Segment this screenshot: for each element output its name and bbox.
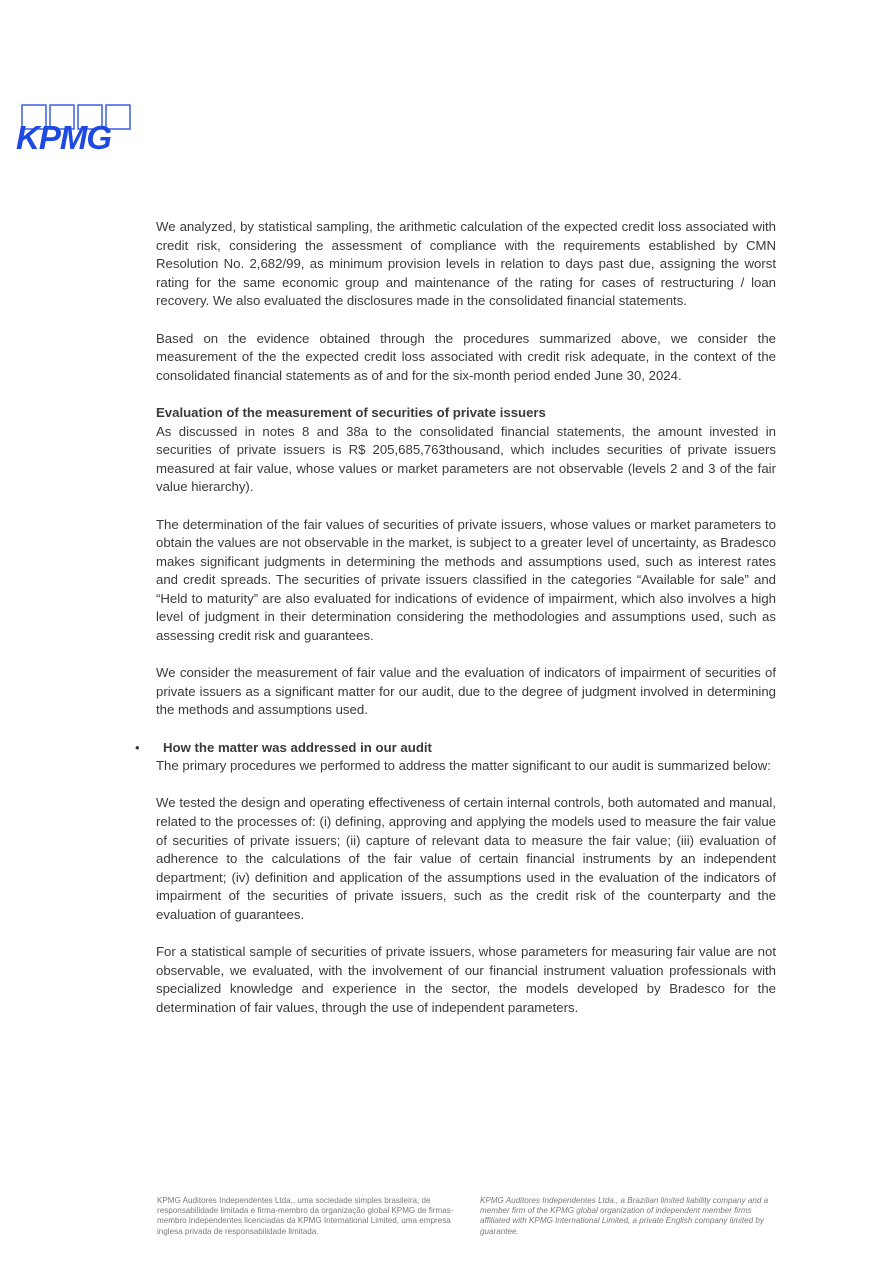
bullet-heading-row xyxy=(135,739,776,758)
paragraph-statistical-sample: For a statistical sample of securities of private issuers, whose parameters for measuring fair value are not observable, we evaluated, with the involvement of our financial instrument valuation professionals with specialized knowledge and experience in the sector, the models developed by Bradesco for the determination of fair values, through the use of independent parameters. xyxy=(156,944,776,1015)
section-heading-audit-response: How the matter was addressed in our audit xyxy=(163,739,432,755)
paragraph-fair-value-determination: The determination of the fair values of securities of private issuers, whose values or market parameters to obtain the values are not observable in the market, is subject to a greater level of uncertainty, as Bradesco makes significant judgments in determining the methods and assumptions used, such as interest rates and credit spreads. The securities of private issuers classified in the categories “Available for sale” and “Held to maturity” are also evaluated for indications of evidence of impairment, which also involves a high level of judgment in their determination considering the methodologies and assumptions used, such as assessing credit risk and guarantees. xyxy=(156,516,776,644)
kpmg-logo xyxy=(16,104,134,152)
paragraph-internal-controls: We tested the design and operating effectiveness of certain internal controls, both automated and manual, related to the processes of: (i) defining, approving and applying the models used to measure the fair value of securities of private issuers; (ii) capture of relevant data to measure the fair value; (iii) evaluation of adherence to the calculations of the fair value of certain financial instruments by an independent department; (iv) definition and application of the assumptions used in the evaluation of the indicators of impairment of the securities of private issuers, such as the credit risk of the counterparty and the evaluation of guarantees. xyxy=(156,795,776,922)
paragraph-significant-matter: We consider the measurement of fair value and the evaluation of indicators of impairment of securities of private issuers as a significant matter for our audit, due to the degree of judgment involved in determining the methods and assumptions used. xyxy=(156,665,776,718)
paragraph-credit-loss-analysis: We analyzed, by statistical sampling, the arithmetic calculation of the expected credit loss associated with credit risk, considering the assessment of compliance with the requirements established by CMN Resolution No. 2,682/99, as minimum provision levels in relation to days past due, assigning the worst rating for the same economic group and maintenance of the rating for cases of restructuring / loan recovery. We also evaluated the disclosures made in the consolidated financial statements. xyxy=(156,219,776,309)
paragraph-credit-loss-conclusion: Based on the evidence obtained through the procedures summarized above, we consider the measurement of the the expected credit loss associated with credit risk adequate, in the context of the consolidated financial statements as of and for the six-month period ended June 30, 2024. xyxy=(156,330,776,383)
document-body xyxy=(135,218,776,1018)
footer-legal-english: KPMG Auditores Independentes Ltda., a Brazilian limited liability company and a member firm of the KPMG global organization of independent member firms affiliated with KPMG International Limited, a private English company limited by guarantee. xyxy=(480,1196,769,1236)
paragraph-securities-amount: As discussed in notes 8 and 38a to the consolidated financial statements, the amount invested in securities of private issuers is R$ 205,685,763thousand, which includes securities of private issuers measured at fair value, whose values or market parameters are not observable (levels 2 and 3 of the fair value hierarchy). xyxy=(156,423,776,495)
bullet-point: • xyxy=(135,739,140,755)
section-heading-securities: Evaluation of the measurement of securities of private issuers xyxy=(156,404,546,420)
footer-legal-portuguese: KPMG Auditores Independentes Ltda., uma sociedade simples brasileira, de responsabilidade limitada e firma-membro da organização global KPMG de firmas-membro independentes licenciadas da KPMG International Limited, uma empresa inglesa privada de responsabilidade limitada. xyxy=(157,1196,454,1236)
paragraph-primary-procedures: The primary procedures we performed to address the matter significant to our audit is summarized below: xyxy=(156,758,771,774)
svg-text:KPMG: KPMG xyxy=(16,119,111,152)
